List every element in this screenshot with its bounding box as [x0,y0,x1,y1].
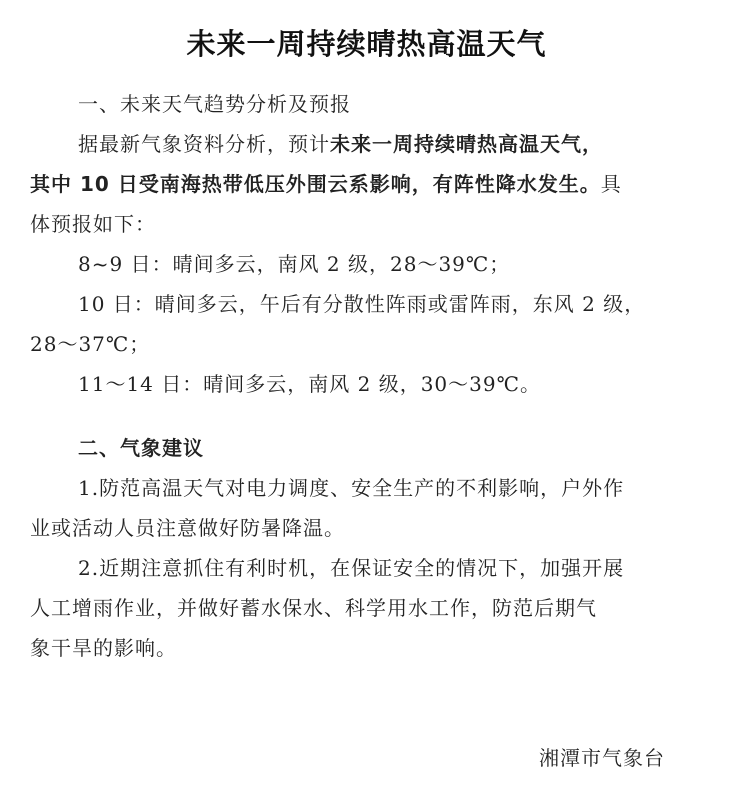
document-body [30,84,703,668]
forecast-item-3 [30,364,703,404]
intro-line-1 [30,124,703,164]
forecast-line: 8~9 日：晴间多云，南风 2 级，28～39℃； [78,252,511,276]
forecast-item-1 [30,244,703,284]
page-title: 未来一周持续晴热高温天气 [186,27,547,61]
intro-line-2 [30,164,703,204]
section-heading-advice: 二、气象建议 [78,436,204,460]
forecast-intro-paragraph [30,124,703,244]
advice-line: 人工增雨作业，并做好蓄水保水、科学用水工作，防范后期气 [30,596,597,620]
issuer-signature: 湘潭市气象台 [539,746,665,770]
advice-line: 2.近期注意抓住有利时机，在保证安全的情况下，加强开展 [78,556,625,580]
section-heading-forecast: 一、未来天气趋势分析及预报 [78,92,351,116]
section-spacer [30,404,703,428]
forecast-item-2 [30,284,703,364]
intro-highlight: 未来一周持续晴热高温天气， [330,132,603,156]
advice-line: 1.防范高温天气对电力调度、安全生产的不利影响，户外作 [78,476,625,500]
intro-text-2: 具 [600,172,622,196]
intro-text: 据最新气象资料分析，预计 [78,132,330,156]
advice-line: 象干旱的影响。 [30,636,177,660]
forecast-line: 28～37℃； [30,332,151,356]
forecast-line: 11～14 日：晴间多云，南风 2 级，30～39℃。 [78,372,541,396]
advice-item-1 [30,468,703,548]
advice-line: 业或活动人员注意做好防暑降温。 [30,516,345,540]
intro-highlight-2: 其中 10 日受南海热带低压外围云系影响，有阵性降水发生。 [30,172,601,196]
advice-item-2 [30,548,703,668]
forecast-line: 10 日：晴间多云，午后有分散性阵雨或雷阵雨，东风 2 级， [78,292,646,316]
intro-line-3: 体预报如下： [30,212,156,236]
